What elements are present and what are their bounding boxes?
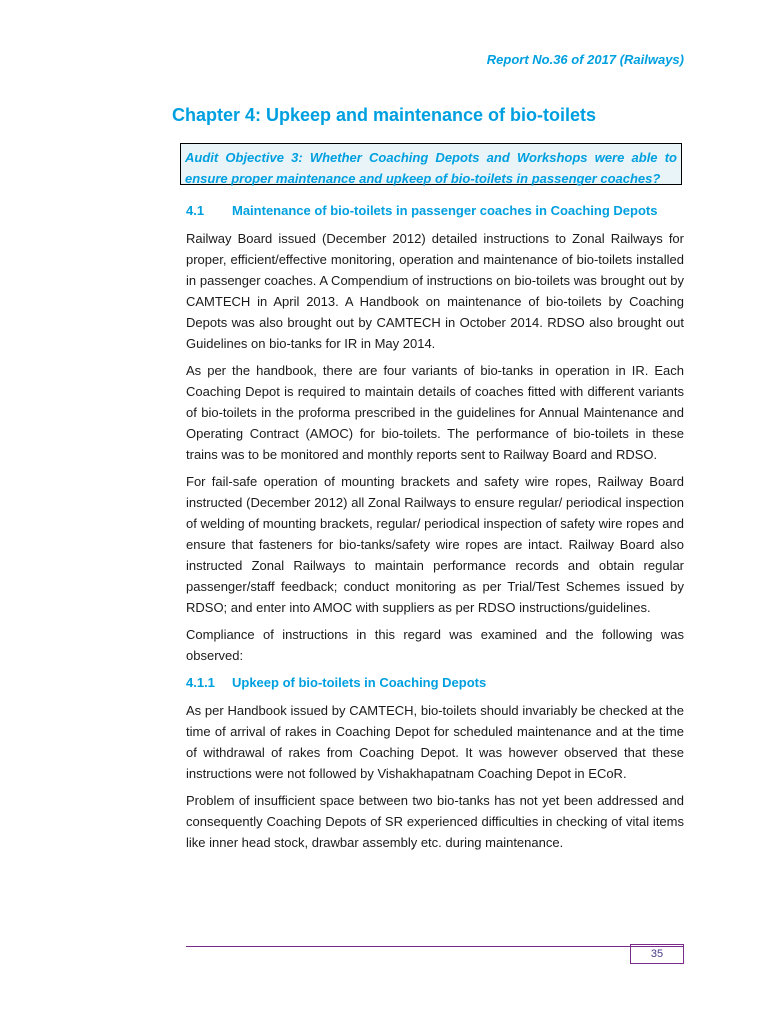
paragraph: For fail-safe operation of mounting brackets and safety wire ropes, Railway Board instructed (December 2012) all Zonal Railways to ensure regular/ periodical inspection of welding of mounting brackets, regular/ periodical inspection of safety wire ropes and ensure that fasteners for bio-tanks/safety wire ropes are intact. Railway Board also instructed Zonal Railways to maintain performance records and obtain regular passenger/staff feedback; conduct monitoring as per Trial/Test Schemes issued by RDSO; and enter into AMOC with suppliers as per RDSO instructions/guidelines.	[186, 474, 684, 615]
report-reference: Report No.36 of 2017 (Railways)	[486, 52, 684, 67]
audit-objective-box: Audit Objective 3: Whether Coaching Depots and Workshops were able to ensure proper maintenance and upkeep of bio-toilets in passenger coaches?	[180, 143, 682, 185]
footer-rule	[186, 946, 684, 947]
chapter-title: Chapter 4: Upkeep and maintenance of bio-toilets	[171, 105, 597, 125]
paragraph: Compliance of instructions in this regard was examined and the following was observed:	[186, 627, 684, 663]
paragraph: As per Handbook issued by CAMTECH, bio-toilets should invariably be checked at the time of arrival of rakes in Coaching Depot for scheduled maintenance and at the time of withdrawal of rakes from Coaching Depot. It was however observed that these instructions were not followed by Vishakhapatnam Coaching Depot in ECoR.	[186, 703, 684, 781]
paragraph: Railway Board issued (December 2012) detailed instructions to Zonal Railways for proper, efficient/effective monitoring, operation and maintenance of bio-toilets installed in passenger coaches. A Compendium of instructions on bio-toilets was brought out by CAMTECH in April 2013. A Handbook on maintenance of bio-toilets by Coaching Depots was also brought out by CAMTECH in October 2014. RDSO also brought out Guidelines on bio-tanks for IR in May 2014.	[186, 231, 684, 351]
section-title: Upkeep of bio-toilets in Coaching Depots	[232, 675, 487, 690]
paragraph: Problem of insufficient space between two bio-tanks has not yet been addressed and consequently Coaching Depots of SR experienced difficulties in checking of vital items like inner head stock, drawbar assembly etc. during maintenance.	[186, 793, 684, 850]
section-heading-4-1	[186, 200, 684, 221]
paragraph: As per the handbook, there are four variants of bio-tanks in operation in IR. Each Coaching Depot is required to maintain details of coaches fitted with different variants of bio-toilets in the proforma prescribed in the guidelines for Annual Maintenance and Operating Contract (AMOC) for bio-toilets. The performance of bio-toilets in these trains was to be monitored and monthly reports sent to Railway Board and RDSO.	[186, 363, 684, 462]
section-number: 4.1	[186, 203, 205, 218]
page-number: 35	[630, 944, 684, 964]
section-heading-4-1-1	[186, 672, 684, 693]
body-content	[186, 200, 684, 859]
section-number: 4.1.1	[186, 675, 215, 690]
section-title: Maintenance of bio-toilets in passenger coaches in Coaching Depots	[232, 203, 658, 218]
